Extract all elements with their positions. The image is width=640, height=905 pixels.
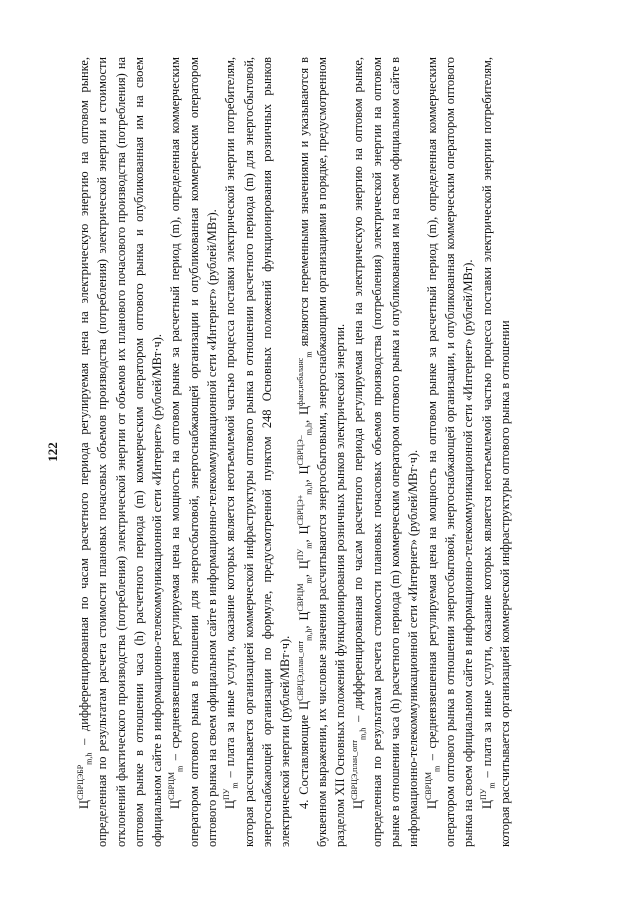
price-symbol: Ц — [168, 800, 183, 809]
symbol-subscript: m — [304, 542, 314, 549]
paragraph-1 — [75, 57, 166, 847]
paragraph-text: – дифференцированная по часам расчетного периода регулируемая цена на электрическую энергию на оптовом рынке, определенная по результатам расчета стоимости плановых почасовых объемов производства (потребления) электрической энергии и стоимости отклонений фактического производства (потребления) электрической энергии от объемов их планового почасового производства (потребления) на оптовом рынке в отношении часа (h) расчетного периода (m) коммерческим оператором оптового рынка и опубликованная им на своем официальном сайте в информационно-телекоммуникационной сети «Интернет» (рублей/МВт·ч). — [77, 57, 165, 847]
symbol-superscript: факт,небаланс — [295, 357, 305, 406]
page-number: 122 — [45, 442, 60, 462]
symbol-separator: , Ц — [296, 525, 311, 543]
symbol-superscript: ПУ — [295, 548, 305, 561]
symbol-superscript: СВРЦЭБР — [75, 764, 85, 801]
symbol-subscript: m — [175, 765, 185, 773]
symbol-subscript: m — [304, 351, 314, 358]
symbol-subscript: m,h — [304, 482, 314, 495]
price-symbol: Ц — [77, 800, 91, 809]
price-symbol: Ц — [424, 800, 439, 809]
symbol-superscript: ПУ — [478, 788, 488, 801]
symbol-separator: , Ц — [296, 465, 311, 483]
symbol-superscript: СВРЦМ — [295, 583, 305, 612]
paragraph-2 — [166, 57, 221, 847]
symbol-subscript: m — [487, 782, 496, 789]
paragraph-7 — [478, 57, 515, 847]
paragraph-text: – средневзвешенная регулируемая цена на мощность на оптовом рынке за расчетный период (m), определенная коммерческим оператором оптового рынка в отношении энергосбытовой, энергоснабжающей организации, и опубликованная коммерческим оператором оптового рынка на своем официальном сайте в информационно-телекоммуникационной сети «Интернет» (рублей/МВт). — [424, 57, 476, 847]
price-symbol: Ц — [479, 800, 494, 809]
paragraph-text: – средневзвешенная регулируемая цена на мощность на оптовом рынке за расчетный период (m), определенная коммерческим оператором оптового рынка в отношении для энергосбытовой, энергоснабжающей организации и опубликованная коммерческим оператором оптового рынка на своем официальном сайте в информационно-телекоммуникационной сети «Интернет» (рублей/МВт). — [168, 57, 220, 847]
symbol-subscript: m — [432, 765, 442, 773]
symbol-superscript: СВРЦЭ,план_опт — [350, 739, 360, 801]
symbol-separator: , Ц — [296, 405, 311, 424]
symbol-subscript: m,h — [304, 628, 314, 641]
paragraph-text: являются переменными значениями и указываются в буквенном выражении, их числовые значения рассчитываются энергосбытовыми, энергоснабжающими организациями в порядке, предусмотренном разделом XII Основных положений функционирования розничных рынков электрической энергии. — [296, 57, 348, 847]
paragraph-3 — [221, 57, 294, 847]
symbol-superscript: СВРЦМ — [423, 772, 433, 801]
paragraph-6 — [423, 57, 478, 847]
symbol-superscript: СВРЦМ — [167, 772, 177, 801]
symbol-superscript: СВРЦЭ,план_опт — [295, 640, 305, 701]
symbol-separator: , Ц — [296, 560, 311, 578]
symbol-subscript: m — [230, 782, 240, 789]
price-symbol: Ц — [351, 800, 366, 809]
symbol-subscript: m,h — [84, 752, 94, 765]
paragraph-text: – плата за иные услуги, оказание которых является неотъемлемой частью процесса поставки электрической энергии потребителям, которая рассчитывается организацией коммерческой инфраструктуры оптового рынка в отношении — [479, 57, 512, 847]
paragraph-4 — [295, 57, 350, 847]
body-text — [75, 57, 595, 847]
symbol-superscript: СВРЦЭ– — [295, 435, 305, 466]
price-symbol: Ц — [223, 800, 238, 809]
symbol-superscript: ПУ — [222, 788, 232, 801]
paragraph-5 — [349, 57, 422, 847]
paragraph-text: – плата за иные услуги, оказание которых является неотъемлемой частью процесса поставки электрической энергии потребителям, которая рассчитывается организацией коммерческой инфраструктуры оптового рынка в отношении расчетного периода (m) для энергосбытовой, энергоснабжающей организации по формуле, предусмотренной пунктом 248 Основных положений функционирования розничных рынков электрической энергии (рублей/МВт·ч). — [223, 57, 293, 847]
paragraph-lead: 4. Составляющие Ц — [296, 700, 311, 809]
symbol-subscript: m — [304, 577, 314, 584]
paragraph-text: – дифференцированная по часам расчетного периода регулируемая цена на электрическую энергию на оптовом рынке, определенная по результатам расчета стоимости плановых почасовых объемов производства (потребления) электрической энергии на оптовом рынке в отношении часа (h) расчетного периода (m) коммерческим оператором оптового рынка и опубликованная им на своем официальном сайте в информационно-телекоммуникационной сети «Интернет» (рублей/МВт·ч). — [351, 57, 421, 847]
symbol-separator: , Ц — [296, 611, 311, 629]
rotated-content — [45, 57, 595, 847]
symbol-subscript: m,h — [304, 423, 314, 436]
symbol-superscript: СВРЦЭ+ — [295, 494, 305, 526]
symbol-subscript: m,h — [358, 727, 368, 740]
